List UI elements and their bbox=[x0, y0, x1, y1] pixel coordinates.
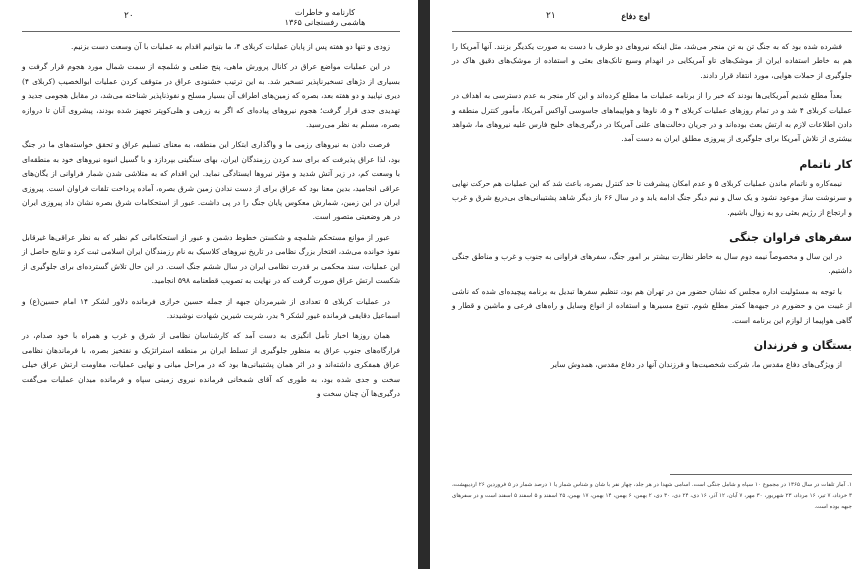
paragraph: همان روزها اخبار تأمل انگیزی به دست آمد که کارشناسان نظامی از شرق و غرب و همراه با خود صدام، در فرارگاه‌های جنوب عراق به منظور جلوگیری از تسلط ایران بر منطقه استراتژیک و نفتخیز بصره، با فرماندهان نظامی عراق همفکری داشته‌اند و در اثر همان پشتیبانی‌ها بود که در مراحل میانی و نهایی عملیات، مقاومت ارتش عراق خیلی سخت و جدی شده بود، به طوری که آقای شمخانی فرمانده نیروی زمینی سپاه و فرمانده میدان عملیات می‌گفت درگیری‌ها آن چنان سخت و bbox=[22, 331, 400, 398]
paragraph: در این عملیات مواضع عراق در کانال پرورش ماهی، پنج ضلعی و شلمچه از سمت شمال مورد هجوم قرار گرفت و بسیاری از دژهای تسخیرناپذیر تسخیر شد. به این ترتیب خشنودی عراق در متوقف کردن عملیات ابوالخصیب (کربلای ۴) دیری نپایید و دو هفته بعد، بصره که زمین‌های اطراف آن بسیار مسلح و نفوذناپذیر شناخته می‌شد، در مقابل هجومی جدید و تهدیدی جدی قرار گرفت؛ هجوم نیروهای پیاده‌ای که اگر به زرهی و هلی‌کوپتر تجهیز شده بودند، پیشروی آنان تا دروازه بصره، مسلم به نظر می‌رسید. bbox=[22, 62, 400, 130]
right-page bbox=[430, 0, 866, 569]
paragraph: زودی و تنها دو هفته پس از پایان عملیات کربلای ۴، ما بتوانیم اقدام به عملیات با آن وسعت دست بزنیم. bbox=[70, 42, 390, 51]
header-rule bbox=[452, 31, 852, 32]
footnote: ۱. آمار تلفات در سال ۱۳۶۵ در مجموع ۱۰ سپاه و شامل جنگی است. اسامی شهدا در هر جلد، چهار نفر با شان و شناس شمار یا ۱ درصد شمار در ۵ فروردین ۲۶ اردیبهشت، ۳ خرداد، ۷ تیر، ۱۶ مرداد، ۲۳ شهریور، ۳۰ مهر، ۷ آبان، ۱۲ آذر، ۱۶ دی، ۲۴ دی، ۳۰ دی، ۲ بهمن، ۶ بهمن، ۱۴ بهمن، ۱۷ بهمن، ۲۵ اسفند و ۵ اسفند ۵ اسفند است و در سفرهای جبهه بوده است. bbox=[452, 482, 853, 510]
body-text bbox=[452, 40, 852, 379]
section-heading: سفرهای فراوان جنگی bbox=[729, 231, 852, 245]
left-page bbox=[0, 0, 418, 569]
body-text bbox=[22, 40, 400, 407]
paragraph: با توجه به مسئولیت اداره مجلس که نشان حضور من در تهران هم بود، تنظیم سفرها تبدیل به برنامه پیچیده‌ای شده که ناشی از غیبت من و حضورم در جبهه‌ها کمتر مطلع شوم. تنوع مسیرها و استفاده از انواع وسایل و راه‌های فرعی و ماشین و قطار و گاهی هواپیما از لوازم این برنامه است. bbox=[452, 286, 852, 325]
section-heading: کار ناتمام bbox=[799, 157, 852, 171]
running-header-line: هاشمی رفسنجانی ۱۳۶۵ bbox=[284, 18, 366, 27]
running-header bbox=[250, 8, 400, 28]
paragraph: نیمه‌کاره و ناتمام ماندن عملیات کربلای ۵ و عدم امکان پیشرفت تا حد کنترل بصره، باعث شد که این عملیات هم حرکت نهایی و سرنوشت ساز موعود نشود و یک سال و نیم دیگر جنگ ادامه یابد و در سال ۶۶ باز دیگر شاهد پشتیبانی‌های بی‌دریغ شرق و غرب و ارتجاع از رژیم بعثی رو به زوال باشیم. bbox=[452, 178, 853, 217]
book-spine bbox=[418, 0, 430, 569]
paragraph: در عملیات کربلای ۵ تعدادی از شیرمردان جبهه از جمله حسین خرازی فرمانده دلاور لشکر ۱۴ امام حسین(ع) و اسماعیل دقایقی فرمانده غیور لشکر ۹ بدر، شربت شیرین شهادت نوشیدند. bbox=[22, 296, 400, 320]
page-number: ۲۱ bbox=[546, 11, 556, 21]
paragraph: عبور از موانع مستحکم شلمچه و شکستن خطوط دشمن و عبور از استحکاماتی کم نظیر که به نظر عراقی‌ها غیرقابل نفوذ خوانده می‌شد، افتخار بزرگ نظامی در تاریخ نیروهای کلاسیک به نام رزمندگان ایران اسلامی ثبت کرد و نتایج حاصل از این عملیات، سند محکمی بر قدرت نظامی ایران در سال ششم جنگ است. در این حال تلاش گسترده‌ای برای جلوگیری از شکست ارتش عراق صورت گرفت که در نهایت به تصویب قطعنامه ۵۹۸ انجامید. bbox=[22, 232, 400, 286]
paragraph: از ویژگی‌های دفاع مقدس ما، شرکت شخصیت‌ها و فرزندان آنها در دفاع مقدس، همدوش سایر bbox=[550, 360, 842, 370]
header-rule bbox=[22, 31, 400, 32]
running-header-line: کارنامه و خاطرات bbox=[294, 8, 356, 17]
paragraph: فشرده شده بود که به جنگ تن به تن منجر می‌شد، مثل اینکه نیروهای دو طرف با دست به صورت یکدیگر بزنند. آنها آمریکا را هم به خاطر استفاده ایران از موشک‌های تاو آمریکایی در انهدام وسیع تانک‌های بعثی و استفاده از موشک‌های دقیق هاک در جلوگیری از حملات هوایی، مورد انتقاد قرار دادند. bbox=[452, 42, 852, 80]
footnote-rule bbox=[670, 474, 852, 475]
section-heading: بستگان و فرزندان bbox=[753, 339, 852, 353]
page-number: ۲۰ bbox=[124, 11, 134, 21]
paragraph: فرصت دادن به نیروهای رزمی ما و واگذاری ابتکار این منطقه، به معنای تسلیم عراق و تحقق خواسته‌های ما در جنگ بود، لذا عراق پذیرفت که برای سد کردن رزمندگان ایران، بهای سنگینی بپردازد و با گسیل انبوه نیروهای خود به منطقه‌ای با وسعت کم، در زیر آتش شدید و مؤثر نیروها ایستادگی نماید. این اقدام که به متلاشی شدن شمار فراوانی از یگان‌های عراقی انجامید، بدین معنا بود که عراق برای از دست ندادن زمین شرق بصره، آماده پرداخت تلفات فراوان است. پیروزی ایران در این زمین، شمارش معکوس پایان جنگ را در پی داشت. عبور از استحکامات شرق بصره نشان داد پیروزی ایران در هر وضعیتی متصور است. bbox=[22, 140, 400, 222]
running-header: اوج دفاع bbox=[621, 11, 650, 21]
paragraph: در این سال و مخصوصاً نیمه دوم سال به خاطر نظارت بیشتر بر امور جنگ، سفرهای فراوانی به جنوب و غرب و مناطق جنگی داشتیم. bbox=[452, 252, 852, 276]
paragraph: بعداً مطلع شدیم آمریکایی‌ها بودند که خبر را از برنامه عملیات ما مطلع کرده‌اند و این کار منجر به عدم دسترسی به اهداف در عملیات کربلای ۴ شد و در تمام روزهای عملیات کربلای ۴ و ۵، ناوها و هواپیماهای جاسوسی آواکس آمریکا، مأمور کنترل منطقه و دادن اطلاعات لازم به ارتش بعث بوده‌اند و در جریان دخالت‌های علنی آمریکا در درگیری‌های خلیج فارس علیه نیروهای ما، شواهد بیشتری از تلاش آمریکا برای جلوگیری از پیروزی مطلق ایران به دست آمد. bbox=[452, 91, 853, 144]
